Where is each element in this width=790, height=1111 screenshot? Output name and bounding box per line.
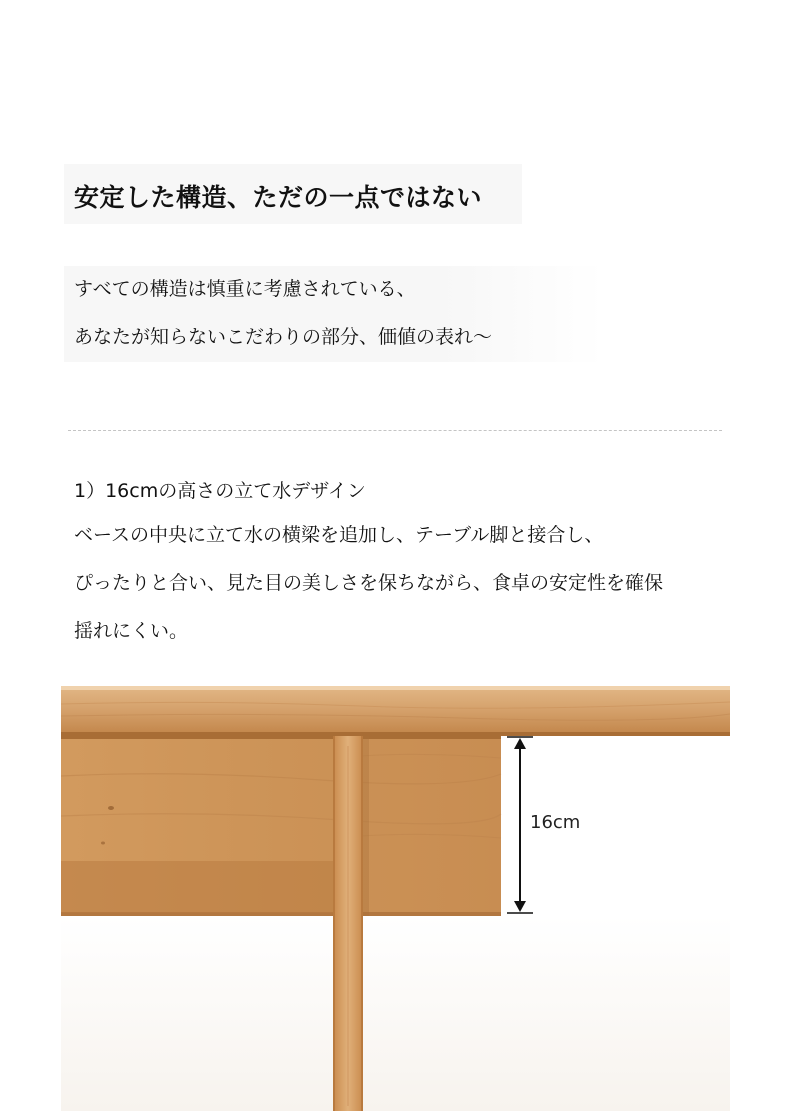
- dimension-label: 16cm: [530, 812, 581, 833]
- intro-line-1: すべての構造は慎重に考慮されている、: [64, 266, 604, 314]
- table-top: [61, 686, 730, 736]
- section-heading: 安定した構造、ただの一点ではない: [64, 164, 522, 224]
- feature-line-1: ベースの中央に立て水の横梁を追加し、テーブル脚と接合し、: [74, 524, 604, 546]
- feature-title: 1）16cmの高さの立て水デザイン: [74, 480, 366, 502]
- dashed-divider: [68, 430, 722, 431]
- feature-line-2: ぴったりと合い、見た目の美しさを保ちながら、食卓の安定性を確保: [74, 572, 664, 594]
- feature-line-3: 揺れにくい。: [74, 620, 189, 642]
- feature-description: [74, 520, 774, 664]
- intro-line-2: あなたが知らないこだわりの部分、価値の表れ〜: [64, 314, 604, 362]
- intro-paragraph: [64, 266, 604, 362]
- table-structure-photo: [61, 686, 730, 1111]
- vertical-crossbeam: [61, 736, 501, 916]
